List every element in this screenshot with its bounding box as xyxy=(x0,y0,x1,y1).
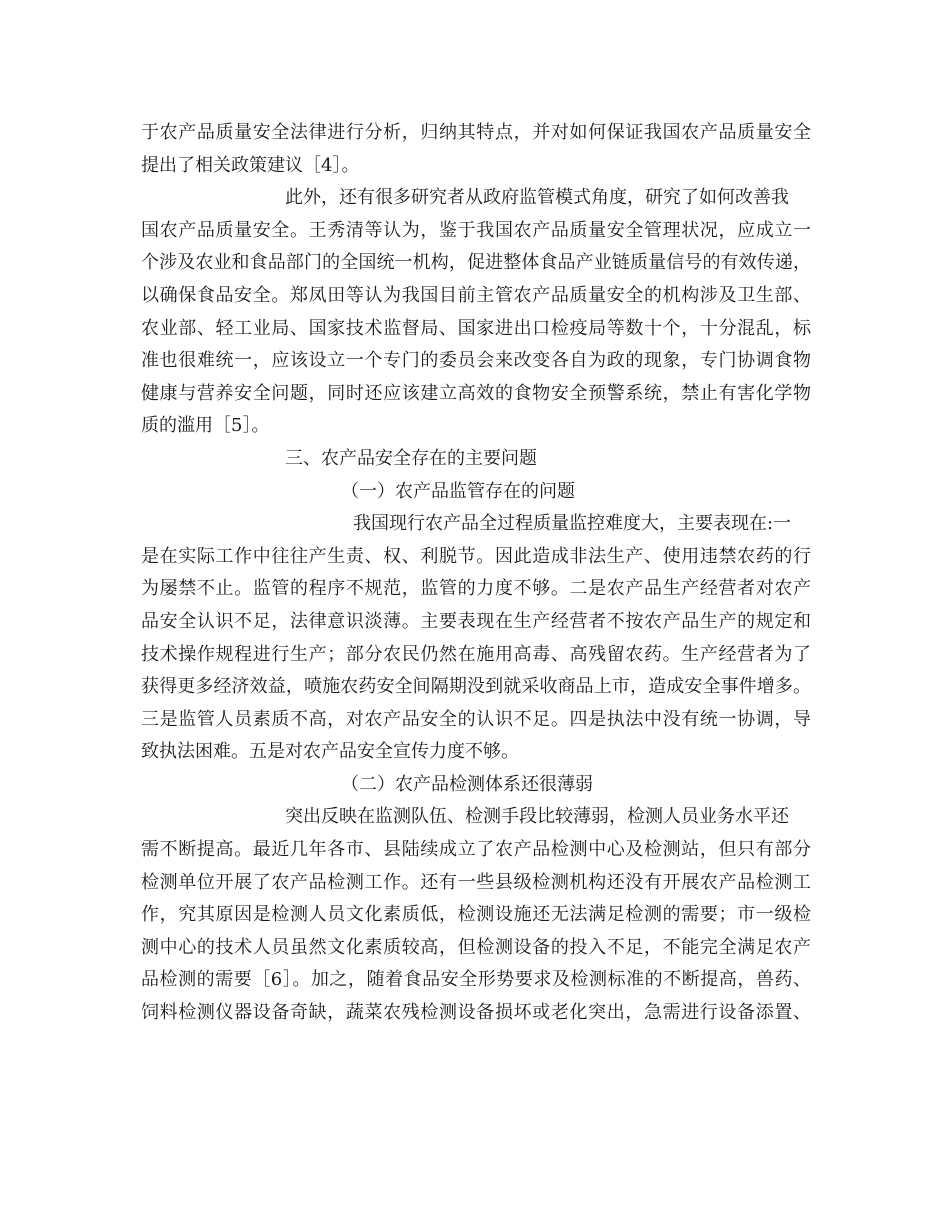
text-line: 饲料检测仪器设备奇缺，蔬菜农残检测设备损坏或老化突出，急需进行设备添置、 xyxy=(141,1002,811,1024)
section-heading: 三、农产品安全存在的主要问题 xyxy=(285,447,537,469)
text-line: 提出了相关政策建议［4］。 xyxy=(141,154,360,176)
paragraph-first-line: 我国现行农产品全过程质量监控难度大，主要表现在:一 xyxy=(353,513,792,535)
paragraph-first-line: 突出反映在监测队伍、检测手段比较薄弱，检测人员业务水平还 xyxy=(285,806,789,828)
subsection-heading: （二）农产品检测体系还很薄弱 xyxy=(341,773,593,795)
text-line: 测中心的技术人员虽然文化素质较高，但检测设备的投入不足，不能完全满足农产 xyxy=(141,936,811,958)
paragraph-first-line: 此外，还有很多研究者从政府监管模式角度，研究了如何改善我 xyxy=(285,187,789,209)
text-line: 品安全认识不足，法律意识淡薄。主要表现在生产经营者不按农产品生产的规定和 xyxy=(141,610,811,632)
text-line: 获得更多经济效益，喷施农药安全间隔期没到就采收商品上市，造成安全事件增多。 xyxy=(141,676,811,698)
text-line: 为屡禁不止。监管的程序不规范，监管的力度不够。二是农产品生产经营者对农产 xyxy=(141,578,811,600)
text-line: 检测单位开展了农产品检测工作。还有一些县级检测机构还没有开展农产品检测工 xyxy=(141,871,811,893)
text-line: 于农产品质量安全法律进行分析，归纳其特点，并对如何保证我国农产品质量安全 xyxy=(141,122,811,143)
text-line: 以确保食品安全。郑凤田等认为我国目前主管农产品质量安全的机构涉及卫生部、 xyxy=(141,284,811,306)
text-line: 健康与营养安全问题，同时还应该建立高效的食物安全预警系统，禁止有害化学物 xyxy=(141,382,811,404)
text-line: 是在实际工作中往往产生责、权、利脱节。因此造成非法生产、使用违禁农药的行 xyxy=(141,545,811,567)
text-line: 准也很难统一，应该设立一个专门的委员会来改变各自为政的现象，专门协调食物 xyxy=(141,350,811,372)
text-line: 国农产品质量安全。王秀清等认为，鉴于我国农产品质量安全管理状况，应成立一 xyxy=(141,219,811,241)
text-line: 品检测的需要［6］。加之，随着食品安全形势要求及检测标准的不断提高，兽药、 xyxy=(141,969,811,991)
text-line: 质的滥用［5］。 xyxy=(141,415,270,437)
document-body xyxy=(141,117,811,1030)
text-line: 农业部、轻工业局、国家技术监督局、国家进出口检疫局等数十个，十分混乱，标 xyxy=(141,317,811,339)
text-line: 致执法困难。五是对农产品安全宣传力度不够。 xyxy=(141,741,519,763)
text-line: 技术操作规程进行生产；部分农民仍然在施用高毒、高残留农药。生产经营者为了 xyxy=(141,643,811,665)
subsection-heading: （一）农产品监管存在的问题 xyxy=(341,480,575,502)
text-line: 需不断提高。最近几年各市、县陆续成立了农产品检测中心及检测站，但只有部分 xyxy=(141,839,811,861)
text-line: 个涉及农业和食品部门的全国统一机构，促进整体食品产业链质量信号的有效传递， xyxy=(141,252,811,274)
text-line: 作，究其原因是检测人员文化素质低，检测设施还无法满足检测的需要；市一级检 xyxy=(141,904,811,926)
text-line: 三是监管人员素质不高，对农产品安全的认识不足。四是执法中没有统一协调，导 xyxy=(141,708,811,730)
